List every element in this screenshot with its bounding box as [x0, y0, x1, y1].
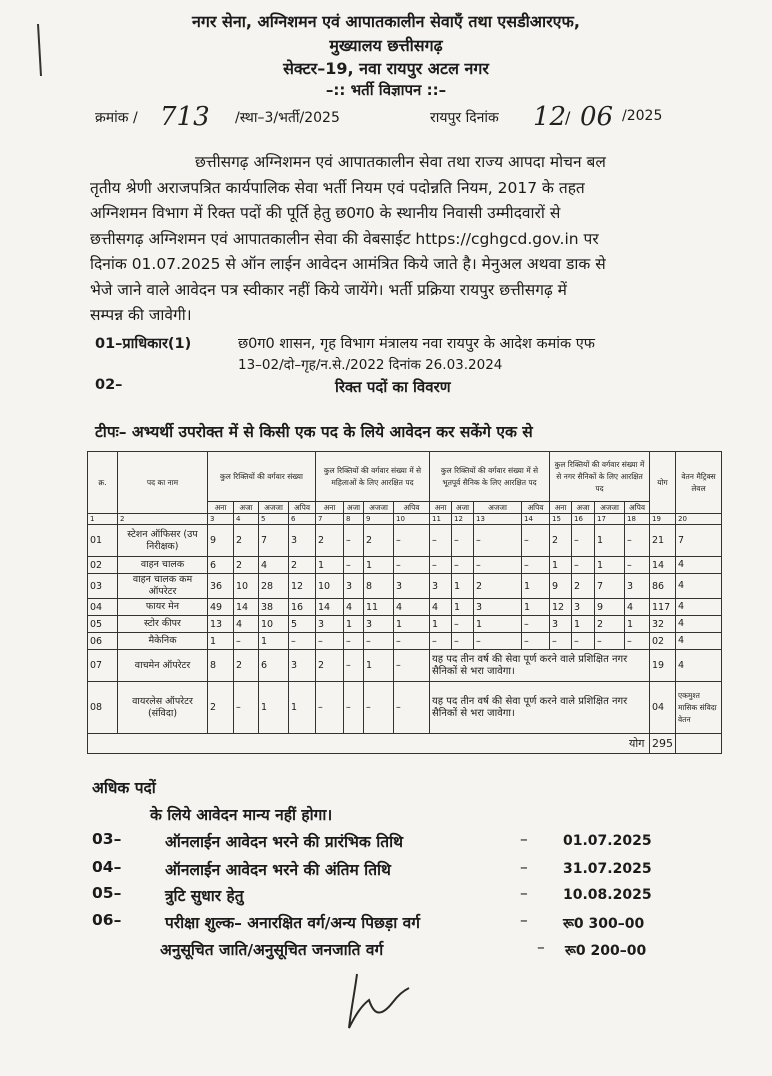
- header-total-vacancies: कुल रिक्तियों की वर्गवार संख्या: [208, 452, 316, 502]
- header-pay-level: वेतन मैट्रिक्स लेवल: [676, 452, 722, 514]
- table-row: [88, 616, 722, 633]
- after-table-line-1: अधिक पदों: [92, 779, 156, 797]
- row-value: 14: [234, 599, 259, 616]
- item-number: 04–: [92, 858, 122, 876]
- intro-paragraph: [90, 150, 730, 329]
- item-dash: –: [520, 858, 528, 876]
- row-value: 1: [259, 682, 289, 734]
- row-value: 3: [430, 574, 452, 599]
- row-post: मैकेनिक: [118, 633, 208, 650]
- item-label: अनुसूचित जाति/अनुसूचित जनजाति वर्ग: [160, 941, 384, 959]
- item-value: रू0 200–00: [565, 943, 647, 959]
- row-value: 8: [364, 574, 394, 599]
- item-label: त्रुटि सुधार हेतु: [165, 887, 244, 905]
- row-post: स्टोर कीपर: [118, 616, 208, 633]
- row-value: 3: [625, 574, 650, 599]
- row-value: 1: [572, 616, 595, 633]
- row-sr: 07: [88, 650, 118, 682]
- row-value: –: [572, 525, 595, 557]
- row-value: –: [430, 633, 452, 650]
- address: सेक्टर–19, नवा रायपुर अटल नगर: [283, 59, 489, 78]
- row-value: 1: [550, 557, 572, 574]
- row-value: 36: [208, 574, 234, 599]
- table-row: [88, 633, 722, 650]
- row-value: –: [394, 557, 430, 574]
- col-num: 5: [259, 514, 289, 525]
- sub-sc: अजा: [234, 502, 259, 514]
- row-value: 2: [474, 574, 522, 599]
- row-value: 1: [595, 557, 625, 574]
- row-remark: यह पद तीन वर्ष की सेवा पूर्ण करने वाले प्रशिक्षित नगर सैनिकों से भरा जावेगा।: [430, 682, 650, 734]
- row-pay-level: 7: [676, 525, 722, 557]
- row-value: 2: [234, 557, 259, 574]
- col-num: 12: [452, 514, 474, 525]
- row-value: 3: [572, 599, 595, 616]
- header-total: योग: [650, 452, 676, 514]
- col-num: 11: [430, 514, 452, 525]
- row-value: 4: [394, 599, 430, 616]
- date-separator-1: /: [565, 108, 571, 127]
- ref-month-handwritten: 06: [580, 102, 614, 132]
- intro-line: छत्तीसगढ़ अग्निशमन एवं आपातकालीन सेवा तथा राज्य आपदा मोचन बल: [195, 153, 606, 171]
- row-value: 1: [595, 525, 625, 557]
- sum-row: [88, 734, 722, 754]
- ref-prefix: क्रमांक /: [95, 110, 138, 126]
- sub-st: अजजा: [595, 502, 625, 514]
- sub-sc: अजा: [344, 502, 364, 514]
- sub-obc: अपिव: [394, 502, 430, 514]
- signature: [335, 970, 415, 1040]
- row-value: –: [234, 633, 259, 650]
- row-value: 1: [208, 633, 234, 650]
- row-value: –: [452, 633, 474, 650]
- col-num: 4: [234, 514, 259, 525]
- table-row: [88, 682, 722, 734]
- table-row: [88, 650, 722, 682]
- row-value: 4: [430, 599, 452, 616]
- row-value: 1: [430, 616, 452, 633]
- row-value: 49: [208, 599, 234, 616]
- intro-line: भेजे जाने वाले आवेदन पत्र स्वीकार नहीं किये जायेंगे। भर्ती प्रक्रिया रायपुर छत्तीसगढ़ में: [90, 280, 567, 299]
- row-value: 2: [595, 616, 625, 633]
- row-value: –: [550, 633, 572, 650]
- row-value: –: [572, 633, 595, 650]
- row-value: –: [625, 633, 650, 650]
- row-value: 1: [522, 574, 550, 599]
- col-num: 6: [289, 514, 316, 525]
- row-value: –: [430, 557, 452, 574]
- ref-place-date: रायपुर दिनांक: [430, 110, 499, 126]
- sub-unreserved: अना: [430, 502, 452, 514]
- intro-line: दिनांक 01.07.2025 से ऑन लाईन आवेदन आमंत्रित किये जाते है। मेनुअल अथवा डाक से: [90, 255, 606, 273]
- row-value: 7: [595, 574, 625, 599]
- row-value: 2: [364, 525, 394, 557]
- row-value: –: [344, 525, 364, 557]
- row-value: 1: [289, 682, 316, 734]
- row-value: 3: [316, 616, 344, 633]
- item-dash: –: [520, 830, 528, 848]
- ref-suffix: /स्था–3/भर्ती/2025: [235, 110, 340, 126]
- row-value: 1: [522, 599, 550, 616]
- col-num: 15: [550, 514, 572, 525]
- row-value: 16: [289, 599, 316, 616]
- item-dash: –: [520, 884, 528, 902]
- row-value: 1: [364, 557, 394, 574]
- row-value: 1: [364, 650, 394, 682]
- row-value: 10: [259, 616, 289, 633]
- row-total: 86: [650, 574, 676, 599]
- row-value: –: [474, 633, 522, 650]
- col-num: 17: [595, 514, 625, 525]
- row-value: 9: [208, 525, 234, 557]
- row-value: 2: [234, 650, 259, 682]
- item-value: 10.08.2025: [563, 887, 652, 903]
- row-value: 3: [289, 525, 316, 557]
- vacancy-table: [87, 451, 722, 754]
- item-number: 03–: [92, 830, 122, 848]
- row-value: 1: [474, 616, 522, 633]
- row-value: 12: [550, 599, 572, 616]
- col-num: 10: [394, 514, 430, 525]
- row-value: 3: [394, 574, 430, 599]
- col-num: 8: [344, 514, 364, 525]
- sub-obc: अपिव: [522, 502, 550, 514]
- headquarters: मुख्यालय छत्तीसगढ़: [329, 36, 443, 55]
- col-num: 2: [118, 514, 208, 525]
- row-value: 2: [316, 650, 344, 682]
- row-value: 13: [208, 616, 234, 633]
- sub-sc: अजा: [452, 502, 474, 514]
- row-value: –: [364, 633, 394, 650]
- table-row: [88, 599, 722, 616]
- row-value: 3: [289, 650, 316, 682]
- authority-label: 01–प्राधिकार(1): [95, 336, 192, 352]
- row-value: –: [394, 650, 430, 682]
- ref-year: /2025: [622, 108, 663, 124]
- col-num: 13: [474, 514, 522, 525]
- row-value: –: [595, 633, 625, 650]
- row-value: 5: [289, 616, 316, 633]
- row-post: वाहन चालक कम ऑपरेटर: [118, 574, 208, 599]
- row-sr: 01: [88, 525, 118, 557]
- item-value: रू0 300–00: [563, 916, 645, 932]
- sum-label: योग: [625, 734, 650, 754]
- row-value: 1: [625, 616, 650, 633]
- row-total: 21: [650, 525, 676, 557]
- row-value: –: [234, 682, 259, 734]
- row-sr: 05: [88, 616, 118, 633]
- row-value: –: [344, 633, 364, 650]
- row-value: –: [344, 682, 364, 734]
- row-sr: 08: [88, 682, 118, 734]
- row-post: वायरलेस ऑपरेटर (संविदा): [118, 682, 208, 734]
- col-num: 7: [316, 514, 344, 525]
- sum-empty: [676, 734, 722, 754]
- ref-day-handwritten: 12: [533, 102, 567, 132]
- row-value: 4: [234, 616, 259, 633]
- row-pay-level: एकमुश्त मासिक संविदा वेतन: [676, 682, 722, 734]
- item-dash: –: [537, 938, 545, 956]
- row-value: 12: [289, 574, 316, 599]
- row-value: 2: [234, 525, 259, 557]
- row-value: 28: [259, 574, 289, 599]
- row-value: –: [452, 525, 474, 557]
- row-value: 2: [550, 525, 572, 557]
- row-value: 11: [364, 599, 394, 616]
- row-value: –: [316, 633, 344, 650]
- row-pay-level: 4: [676, 599, 722, 616]
- row-post: फायर मेन: [118, 599, 208, 616]
- row-value: –: [394, 682, 430, 734]
- item-label: ऑनलाईन आवेदन भरने की अंतिम तिथि: [165, 861, 391, 879]
- row-pay-level: 4: [676, 557, 722, 574]
- sub-st: अजजा: [259, 502, 289, 514]
- row-value: 38: [259, 599, 289, 616]
- row-value: 1: [452, 599, 474, 616]
- row-value: 3: [344, 574, 364, 599]
- sub-unreserved: अना: [208, 502, 234, 514]
- row-pay-level: 4: [676, 633, 722, 650]
- row-value: 1: [259, 633, 289, 650]
- intro-line: अग्निशमन विभाग में रिक्त पदों की पूर्ति हेतु छ0ग0 के स्थानीय निवासी उम्मीदवारों से: [90, 204, 561, 222]
- row-total: 32: [650, 616, 676, 633]
- item-value: 31.07.2025: [563, 861, 652, 877]
- table-row: [88, 525, 722, 557]
- row-value: –: [625, 557, 650, 574]
- col-num: 14: [522, 514, 550, 525]
- row-value: 2: [289, 557, 316, 574]
- row-value: –: [394, 525, 430, 557]
- col-num: 18: [625, 514, 650, 525]
- sub-obc: अपिव: [289, 502, 316, 514]
- row-total: 02: [650, 633, 676, 650]
- row-value: 4: [625, 599, 650, 616]
- row-value: 9: [595, 599, 625, 616]
- header-sr: क्र.: [88, 452, 118, 514]
- intro-line: सम्पन्न की जावेगी।: [90, 306, 192, 324]
- advertisement-title: –:: भर्ती विज्ञापन ::–: [325, 81, 447, 99]
- row-value: –: [364, 682, 394, 734]
- row-value: 7: [259, 525, 289, 557]
- row-value: 8: [208, 650, 234, 682]
- row-value: 2: [572, 574, 595, 599]
- sub-obc: अपिव: [625, 502, 650, 514]
- row-value: 10: [234, 574, 259, 599]
- sum-spacer: [88, 734, 625, 754]
- row-value: –: [474, 557, 522, 574]
- col-num: 1: [88, 514, 118, 525]
- authority-text-1: छ0ग0 शासन, गृह विभाग मंत्रालय नवा रायपुर के आदेश कमांक एफ: [238, 336, 595, 352]
- row-value: 10: [316, 574, 344, 599]
- item-label: ऑनलाईन आवेदन भरने की प्रारंभिक तिथि: [165, 833, 403, 851]
- note: टीपः– अभ्यर्थी उपरोक्त में से किसी एक पद के लिये आवेदन कर सकेंगे एक से: [95, 423, 533, 441]
- item-number: 06–: [92, 911, 122, 929]
- sub-unreserved: अना: [550, 502, 572, 514]
- row-value: –: [344, 557, 364, 574]
- row-value: 3: [474, 599, 522, 616]
- reference-line: [95, 104, 715, 136]
- item-dash: –: [520, 911, 528, 929]
- table-row: [88, 574, 722, 599]
- row-value: 1: [452, 574, 474, 599]
- intro-line: तृतीय श्रेणी अराजपत्रित कार्यपालिक सेवा भर्ती नियम एवं पदोन्नति नियम, 2017 के तहत: [90, 178, 585, 197]
- row-value: 9: [550, 574, 572, 599]
- intro-line: छत्तीसगढ़ अग्निशमन एवं आपातकालीन सेवा की वेबसाईट https://cghgcd.gov.in पर: [90, 229, 599, 248]
- col-num: 19: [650, 514, 676, 525]
- col-num: 20: [676, 514, 722, 525]
- office-name: नगर सेना, अग्निशमन एवं आपातकालीन सेवाएँ तथा एसडीआरएफ,: [192, 12, 580, 31]
- row-value: –: [316, 682, 344, 734]
- row-total: 04: [650, 682, 676, 734]
- section-2-title: रिक्त पदों का विवरण: [335, 378, 451, 396]
- row-value: 4: [344, 599, 364, 616]
- sub-sc: अजा: [572, 502, 595, 514]
- row-value: 2: [316, 525, 344, 557]
- row-remark: यह पद तीन वर्ष की सेवा पूर्ण करने वाले प्रशिक्षित नगर सैनिकों से भरा जावेगा।: [430, 650, 650, 682]
- row-value: –: [344, 650, 364, 682]
- header-post: पद का नाम: [118, 452, 208, 514]
- authority-text-2: 13–02/दो–गृह/न.से./2022 दिनांक 26.03.2024: [238, 357, 503, 373]
- row-value: –: [430, 525, 452, 557]
- item-label: परीक्षा शुल्क– अनारक्षित वर्ग/अन्य पिछड़ा वर्ग: [165, 914, 420, 932]
- header-ex-servicemen-reserved: कुल रिक्तियों की वर्गवार संख्या में से भूतपूर्व सैनिक के लिए आरक्षित पद: [430, 452, 550, 502]
- sub-st: अजजा: [364, 502, 394, 514]
- sub-st: अजजा: [474, 502, 522, 514]
- row-total: 117: [650, 599, 676, 616]
- row-value: 6: [208, 557, 234, 574]
- row-value: –: [452, 557, 474, 574]
- item-value: 01.07.2025: [563, 833, 652, 849]
- row-value: –: [474, 525, 522, 557]
- row-value: 4: [259, 557, 289, 574]
- row-post: स्टेशन ऑफिसर (उप निरीक्षक): [118, 525, 208, 557]
- row-value: –: [572, 557, 595, 574]
- row-pay-level: 4: [676, 616, 722, 633]
- row-value: –: [522, 616, 550, 633]
- row-sr: 02: [88, 557, 118, 574]
- row-post: वाचमेन ऑपरेटर: [118, 650, 208, 682]
- row-pay-level: 4: [676, 574, 722, 599]
- after-table-line-2: के लिये आवेदन मान्य नहीं होगा।: [150, 806, 333, 824]
- column-number-row: [88, 514, 722, 525]
- row-total: 14: [650, 557, 676, 574]
- sub-unreserved: अना: [316, 502, 344, 514]
- section-2-label: 02–: [95, 377, 123, 393]
- row-value: 3: [550, 616, 572, 633]
- ref-number-handwritten: 713: [160, 102, 210, 132]
- row-value: –: [522, 633, 550, 650]
- header-home-guard-reserved: कुल रिक्तियों की वर्गवार संख्या में से नगर सैनिकों के लिए आरक्षित पद: [550, 452, 650, 502]
- row-sr: 06: [88, 633, 118, 650]
- row-pay-level: 4: [676, 650, 722, 682]
- row-value: 2: [208, 682, 234, 734]
- row-total: 19: [650, 650, 676, 682]
- col-num: 9: [364, 514, 394, 525]
- row-value: –: [452, 616, 474, 633]
- row-sr: 04: [88, 599, 118, 616]
- row-value: 1: [344, 616, 364, 633]
- item-number: 05–: [92, 884, 122, 902]
- row-value: –: [289, 633, 316, 650]
- row-value: 6: [259, 650, 289, 682]
- row-post: वाहन चालक: [118, 557, 208, 574]
- row-value: 1: [394, 616, 430, 633]
- row-value: –: [394, 633, 430, 650]
- col-num: 3: [208, 514, 234, 525]
- header-women-reserved: कुल रिक्तियों की वर्गवार संख्या में से महिलाओं के लिए आरक्षित पद: [316, 452, 430, 502]
- row-value: 14: [316, 599, 344, 616]
- row-value: –: [625, 525, 650, 557]
- row-sr: 03: [88, 574, 118, 599]
- row-value: 1: [316, 557, 344, 574]
- table-row: [88, 557, 722, 574]
- row-value: 3: [364, 616, 394, 633]
- sum-value: 295: [650, 734, 676, 754]
- row-value: –: [522, 557, 550, 574]
- row-value: –: [522, 525, 550, 557]
- col-num: 16: [572, 514, 595, 525]
